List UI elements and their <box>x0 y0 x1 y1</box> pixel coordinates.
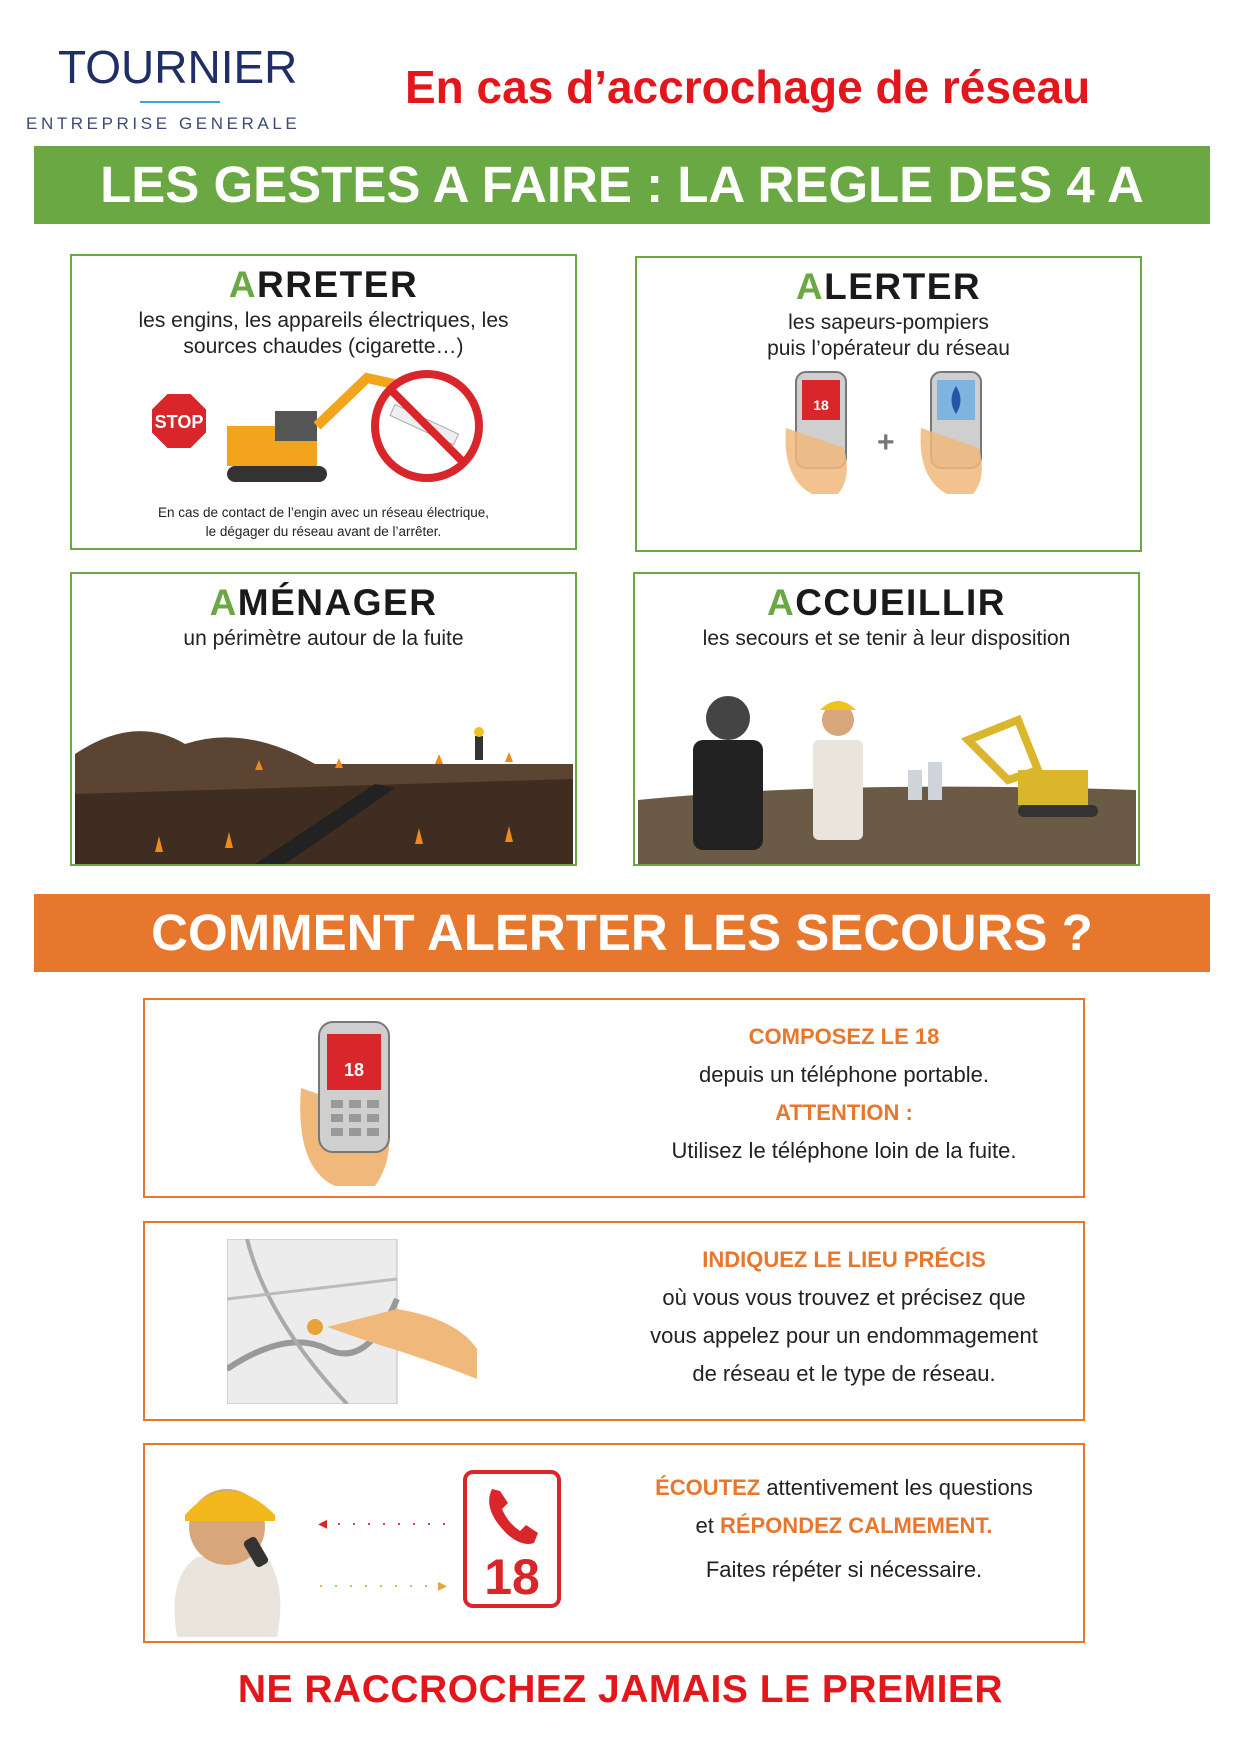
card-title: ARRETER <box>228 264 419 305</box>
card-title: ACCUEILLIR <box>766 582 1007 623</box>
step-text: INDIQUEZ LE LIEU PRÉCIS où vous vous trouvez et précisez que vous appelez pour un endommagement de réseau et le type de réseau. <box>650 1247 1038 1386</box>
phone-18-icon <box>295 1018 415 1188</box>
incoming-arrow-icon: ◂ · · · · · · · · <box>318 1513 449 1533</box>
svg-text:18: 18 <box>813 397 829 413</box>
plus-sign: + <box>877 426 895 459</box>
map-pointing-icon <box>227 1239 477 1404</box>
card-description: un périmètre autour de la fuite <box>183 627 464 650</box>
svg-text:STOP: STOP <box>154 412 204 432</box>
svg-text:18: 18 <box>343 1060 365 1080</box>
logo-accent-line <box>140 101 220 103</box>
worker-on-phone-icon <box>157 1457 297 1637</box>
svg-text:18: 18 <box>484 1549 540 1605</box>
card-title: AMÉNAGER <box>209 582 438 623</box>
no-smoking-icon <box>369 368 485 484</box>
card-alerter <box>635 256 1142 552</box>
section-banner-gestes: LES GESTES A FAIRE : LA REGLE DES 4 A <box>34 146 1210 224</box>
card-arreter <box>70 254 577 550</box>
card-note: En cas de contact de l’engin avec un réseau électrique, le dégager du réseau avant de l’arrêter. <box>158 505 489 539</box>
step-text: COMPOSEZ LE 18 depuis un téléphone portable. ATTENTION : Utilisez le téléphone loin de la fuite. <box>671 1024 1017 1163</box>
outgoing-arrow-icon: · · · · · · · · ▸ <box>318 1575 449 1595</box>
trench-scene-illustration <box>75 684 573 864</box>
footer-warning: NE RACCROCHEZ JAMAIS LE PREMIER <box>237 1668 1004 1711</box>
card-description: les secours et se tenir à leur disposition <box>702 627 1071 650</box>
step-text: ÉCOUTEZ attentivement les questions et RÉPONDEZ CALMEMENT. Faites répéter si nécessaire. <box>655 1475 1033 1582</box>
company-logo-subtitle: ENTREPRISE GENERALE <box>26 114 301 133</box>
company-logo-name: TOURNIER <box>58 41 298 93</box>
alert-step-compose <box>143 998 1085 1198</box>
rescue-scene-illustration <box>638 670 1136 864</box>
card-amenager <box>70 572 577 866</box>
card-description: les engins, les appareils électriques, les sources chaudes (cigarette…) <box>138 309 509 358</box>
alert-step-location <box>143 1221 1085 1421</box>
section-banner-secours: COMMENT ALERTER LES SECOURS ? <box>34 894 1210 972</box>
alert-step-listen <box>143 1443 1085 1643</box>
page-title: En cas d’accrochage de réseau <box>405 61 1091 113</box>
card-description: les sapeurs-pompiers puis l’opérateur du réseau <box>767 311 1010 360</box>
emergency-18-icon <box>462 1469 562 1609</box>
card-title: ALERTER <box>795 266 982 307</box>
card-accueillir <box>633 572 1140 866</box>
phone-18-icon <box>782 368 862 498</box>
phone-gas-icon <box>917 368 997 498</box>
